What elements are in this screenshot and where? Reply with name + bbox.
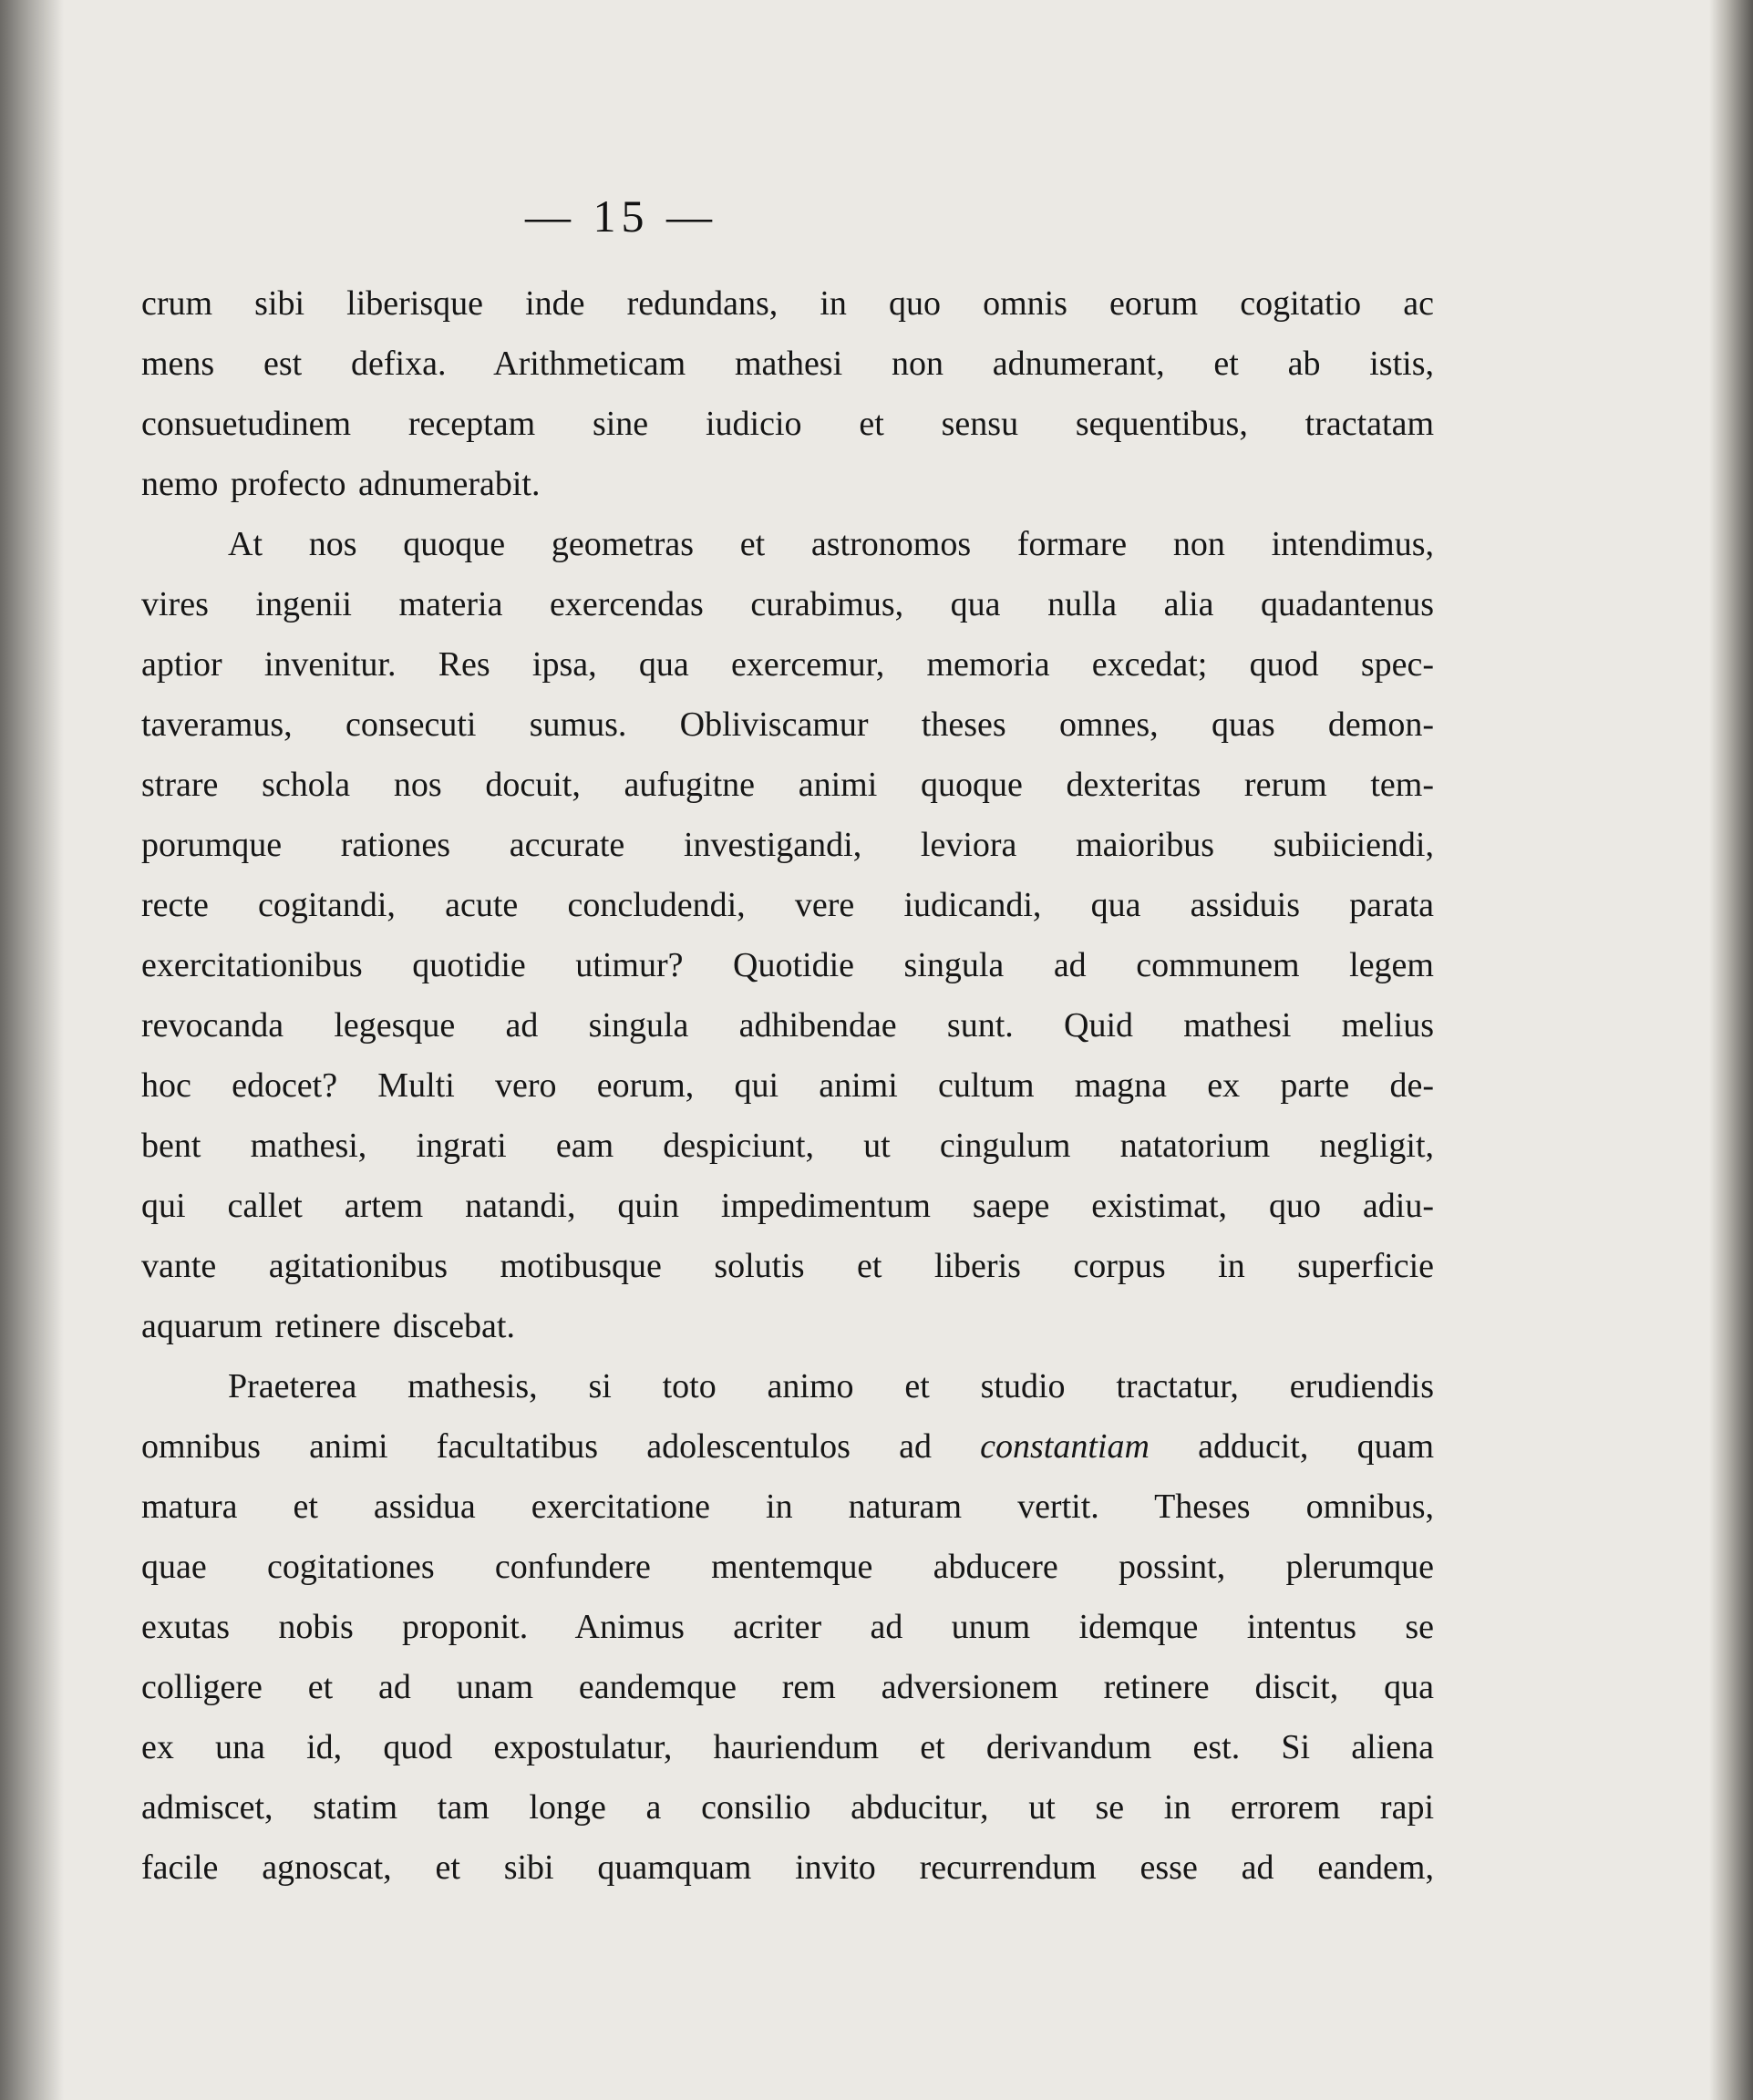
text-line: vante agitationibus motibusque solutis et liberis corpus in superficie [141,1247,1434,1285]
text-line: exercitationibus quotidie utimur? Quotidie singula ad communem legem [141,946,1434,984]
text-line: porumque rationes accurate investigandi, leviora maioribus subiiciendi, [141,826,1434,864]
text-line-with-italic [141,1416,1434,1477]
text-line: revocanda legesque ad singula adhibendae sunt. Quid mathesi melius [141,1006,1434,1045]
text-line: mens est defixa. Arithmeticam mathesi non adnumerant, et ab istis, [141,345,1434,383]
text-line: quae cogitationes confundere mentemque abducere possint, plerumque [141,1548,1434,1586]
page-edge-shadow [1709,0,1753,2100]
text-segment: adducit, quam [1198,1427,1435,1466]
text-line: exutas nobis proponit. Animus acriter ad unum idemque intentus se [141,1608,1434,1646]
text-line: ex una id, quod expostulatur, hauriendum et derivandum est. Si aliena [141,1728,1434,1766]
text-line: facile agnoscat, et sibi quamquam invito recurrendum esse ad eandem, [141,1848,1434,1887]
text-line: Praeterea mathesis, si toto animo et studio tractatur, erudiendis [228,1367,1434,1405]
body-text [141,273,1434,1898]
text-line: aquarum retinere discebat. [141,1307,515,1345]
text-line: admiscet, statim tam longe a consilio abducitur, ut se in errorem rapi [141,1788,1434,1827]
text-line: aptior invenitur. Res ipsa, qua exercemur, memoria excedat; quod spec- [141,645,1434,684]
page-number-label: — 15 — [525,190,717,242]
text-line: taveramus, consecuti sumus. Obliviscamur theses omnes, quas demon- [141,705,1434,744]
text-line: nemo profecto adnumerabit. [141,465,541,503]
text-line: consuetudinem receptam sine iudicio et sensu sequentibus, tractatam [141,405,1434,443]
text-segment: omnibus animi facultatibus adolescentulos ad [141,1427,932,1466]
text-line: crum sibi liberisque inde redundans, in quo omnis eorum cogitatio ac [141,284,1434,323]
text-line: recte cogitandi, acute concludendi, vere iudicandi, qua assiduis parata [141,886,1434,924]
text-line: bent mathesi, ingrati eam despiciunt, ut cingulum natatorium negligit, [141,1127,1434,1165]
text-line: colligere et ad unam eandemque rem adversionem retinere discit, qua [141,1668,1434,1706]
page-number [0,190,1753,244]
text-line: matura et assidua exercitatione in naturam vertit. Theses omnibus, [141,1488,1434,1526]
text-line: strare schola nos docuit, aufugitne animi quoque dexteritas rerum tem- [141,766,1434,804]
text-line: qui callet artem natandi, quin impedimentum saepe existimat, quo adiu- [141,1187,1434,1225]
text-line: hoc edocet? Multi vero eorum, qui animi cultum magna ex parte de- [141,1066,1434,1105]
italic-word: constantiam [980,1427,1150,1466]
spine-shadow [0,0,64,2100]
text-line: At nos quoque geometras et astronomos formare non intendimus, [228,525,1434,563]
text-line: vires ingenii materia exercendas curabimus, qua nulla alia quadantenus [141,585,1434,623]
